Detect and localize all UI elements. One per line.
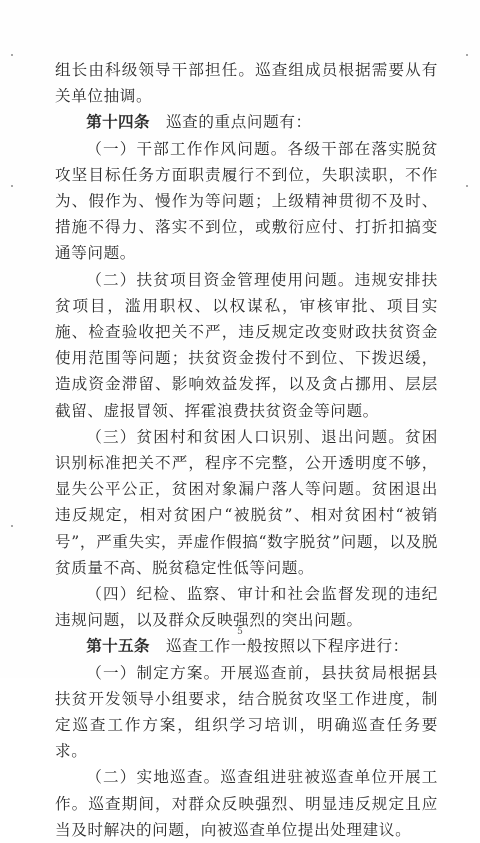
item-4-paragraph bbox=[55, 581, 438, 633]
paragraph-text: 组长由科级领导干部担任。巡查组成员根据需要从有关单位抽调。 bbox=[55, 61, 438, 106]
binding-mark bbox=[466, 185, 468, 187]
paragraph-text: （一）干部工作作风问题。各级干部在落实脱贫攻坚目标任务方面职责履行不到位，失职渎职，不作为、假作为、慢作为等问题；上级精神贯彻不及时、措施不得力、落实不到位，或敷衍应付、打折扣搞变通等问题。 bbox=[55, 139, 438, 263]
paragraph-text: 巡查的重点问题有： bbox=[149, 113, 312, 132]
page-number: 5 bbox=[237, 627, 243, 637]
procedure-2-paragraph bbox=[55, 764, 438, 843]
item-2-paragraph bbox=[55, 267, 438, 424]
item-3-paragraph bbox=[55, 424, 438, 581]
article-heading: 第十四条 bbox=[86, 113, 150, 132]
binding-mark bbox=[11, 185, 13, 187]
procedure-1-paragraph bbox=[55, 660, 438, 765]
paragraph-text: （四）纪检、监察、审计和社会监督发现的违纪违规问题，以及群众反映强烈的突出问题。 bbox=[55, 585, 438, 630]
paragraph-text: （二）实地巡查。巡查组进驻被巡查单位开展工作。巡查期间，对群众反映强烈、明显违反规定且应当及时解决的问题，向被巡查单位提出处理建议。 bbox=[55, 768, 438, 839]
article-heading: 第十五条 bbox=[86, 637, 150, 656]
item-1-paragraph bbox=[55, 136, 438, 267]
binding-mark bbox=[466, 54, 468, 56]
paragraph-text: （二）扶贫项目资金管理使用问题。违规安排扶贫项目，滥用职权、以权谋私，审核审批、项目实施、检查验收把关不严，违反规定改变财政扶贫资金使用范围等问题；扶贫资金拨付不到位、下拨迟缓，造成资金滞留、影响效益发挥，以及贪占挪用、层层截留、虚报冒领、挥霍浪费扶贫资金等问题。 bbox=[55, 270, 438, 420]
paragraph-text: 巡查工作一般按照以下程序进行： bbox=[149, 637, 409, 656]
binding-mark bbox=[11, 525, 13, 527]
document-body bbox=[55, 57, 438, 843]
paragraph-text: （三）贫困村和贫困人口识别、退出问题。贫困识别标准把关不严，程序不完整，公开透明度不够，显失公平公正，贫困对象漏户落人等问题。贫困退出违反规定，相对贫困户“被脱贫”、相对贫困村“被销号”，严重失实，弄虚作假搞“数字脱贫”问题，以及脱贫质量不高、脱贫稳定性低等问题。 bbox=[55, 427, 438, 577]
binding-mark bbox=[11, 54, 13, 56]
article-14-paragraph bbox=[55, 109, 438, 135]
paragraph-text: （一）制定方案。开展巡查前，县扶贫局根据县扶贫开发领导小组要求，结合脱贫攻坚工作进度，制定巡查工作方案，组织学习培训，明确巡查任务要求。 bbox=[55, 663, 438, 761]
article-15-paragraph bbox=[55, 633, 438, 659]
paragraph-continuation bbox=[55, 57, 438, 109]
